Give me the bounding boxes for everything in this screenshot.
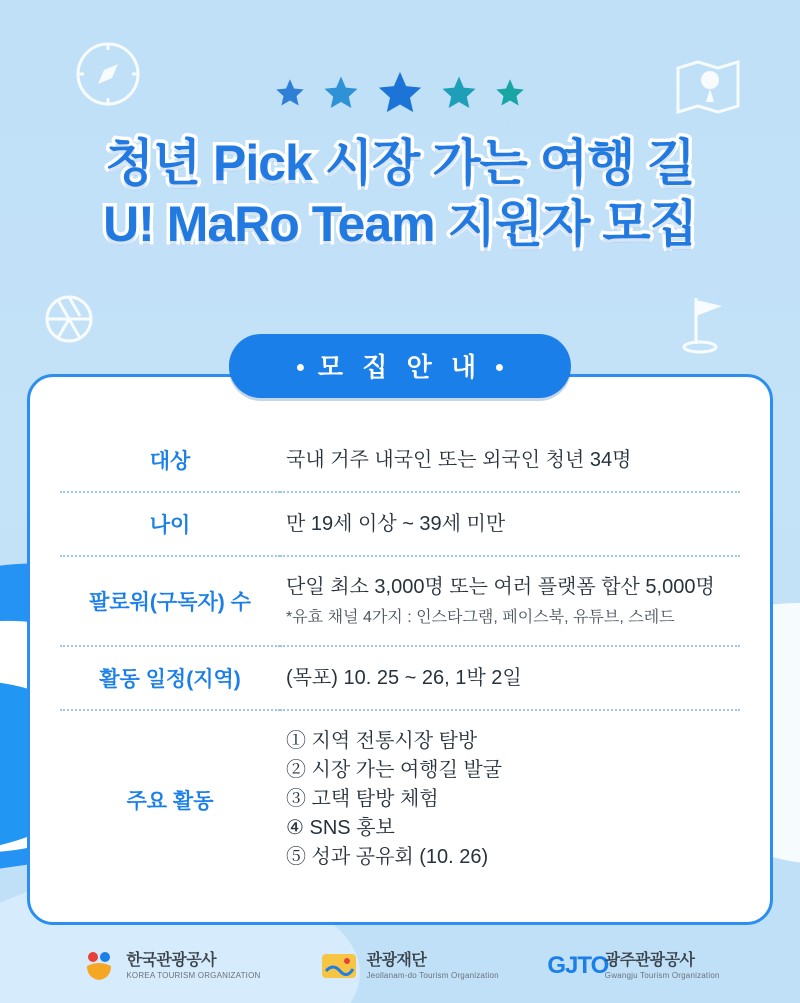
star-1-icon <box>275 78 305 108</box>
activity-item: ② 시장 가는 여행길 발굴 <box>286 759 503 782</box>
star-4-icon <box>441 75 477 111</box>
row-value-note: *유효 채널 4가지 : 인스타그램, 페이스북, 유튜브, 스레드 <box>286 609 675 626</box>
gjto-logo-text <box>605 952 720 981</box>
jeonnam-logo-icon <box>320 947 358 985</box>
kto-logo-icon <box>80 947 118 985</box>
camera-shutter-icon <box>42 292 96 351</box>
kto-logo-text <box>126 952 260 981</box>
row-label: 나이 <box>60 492 280 556</box>
recruitment-info-table <box>60 429 740 888</box>
badge-dot-left <box>297 364 304 371</box>
logo-gjto <box>547 947 720 985</box>
row-value-text: 만 19세 이상 ~ 39세 미만 <box>286 512 506 535</box>
table-row <box>60 429 740 492</box>
jeonnam-logo-ko: 관광재단 <box>366 951 427 969</box>
row-value <box>280 556 740 646</box>
table-row <box>60 710 740 888</box>
logo-jeonnam <box>320 947 498 985</box>
page-title-line2: U! MaRo Team 지원자 모집 <box>103 196 697 252</box>
row-label: 팔로워(구독자) 수 <box>60 556 280 646</box>
jeonnam-logo-en: Jeollanam-do Tourism Organization <box>366 971 499 981</box>
gjto-logo-en: Gwangju Tourism Organization <box>604 971 720 981</box>
flag-icon <box>678 292 732 361</box>
section-badge-label: 모 집 안 내 <box>317 352 483 382</box>
activity-item: ③ 고택 탐방 체험 <box>286 788 439 811</box>
row-value-text: 단일 최소 3,000명 또는 여러 플랫폼 합산 5,000명 <box>286 576 715 598</box>
gjto-logo-ko: 광주관광공사 <box>604 951 695 969</box>
kto-logo-ko: 한국관광공사 <box>126 951 217 969</box>
row-value-list <box>280 710 740 888</box>
activity-item: ⑤ 성과 공유회 (10. 26) <box>286 846 489 869</box>
badge-dot-right <box>496 364 503 371</box>
row-value <box>280 429 740 492</box>
star-2-icon <box>323 75 359 111</box>
kto-logo-en: KOREA TOURISM ORGANIZATION <box>126 971 261 981</box>
activity-item: ① 지역 전통시장 탐방 <box>286 730 478 753</box>
table-row <box>60 646 740 710</box>
star-5-icon <box>495 78 525 108</box>
row-label: 대상 <box>149 450 191 473</box>
section-badge <box>229 334 571 398</box>
page-title-line1: 청년 Pick 시장 가는 여행 길 <box>105 135 695 191</box>
row-label: 활동 일정(지역) <box>60 646 280 710</box>
row-label: 주요 활동 <box>60 710 280 888</box>
row-value-text: 국내 거주 내국인 또는 외국인 청년 34명 <box>286 448 632 471</box>
gjto-logo-icon: GJTO <box>547 952 609 979</box>
jeonnam-logo-text <box>366 952 498 981</box>
info-card <box>27 374 773 925</box>
star-row <box>0 70 800 116</box>
activity-item: ④ SNS 홍보 <box>286 817 395 840</box>
table-row <box>60 556 740 646</box>
logo-kto <box>80 947 260 985</box>
footer-logo-row <box>0 947 800 985</box>
row-value <box>280 646 740 710</box>
row-value <box>280 492 740 556</box>
row-value-text: (목포) 10. 25 ~ 26, 1박 2일 <box>286 666 522 689</box>
star-3-icon <box>377 70 423 116</box>
poster-title-block <box>0 134 800 254</box>
table-row <box>60 492 740 556</box>
